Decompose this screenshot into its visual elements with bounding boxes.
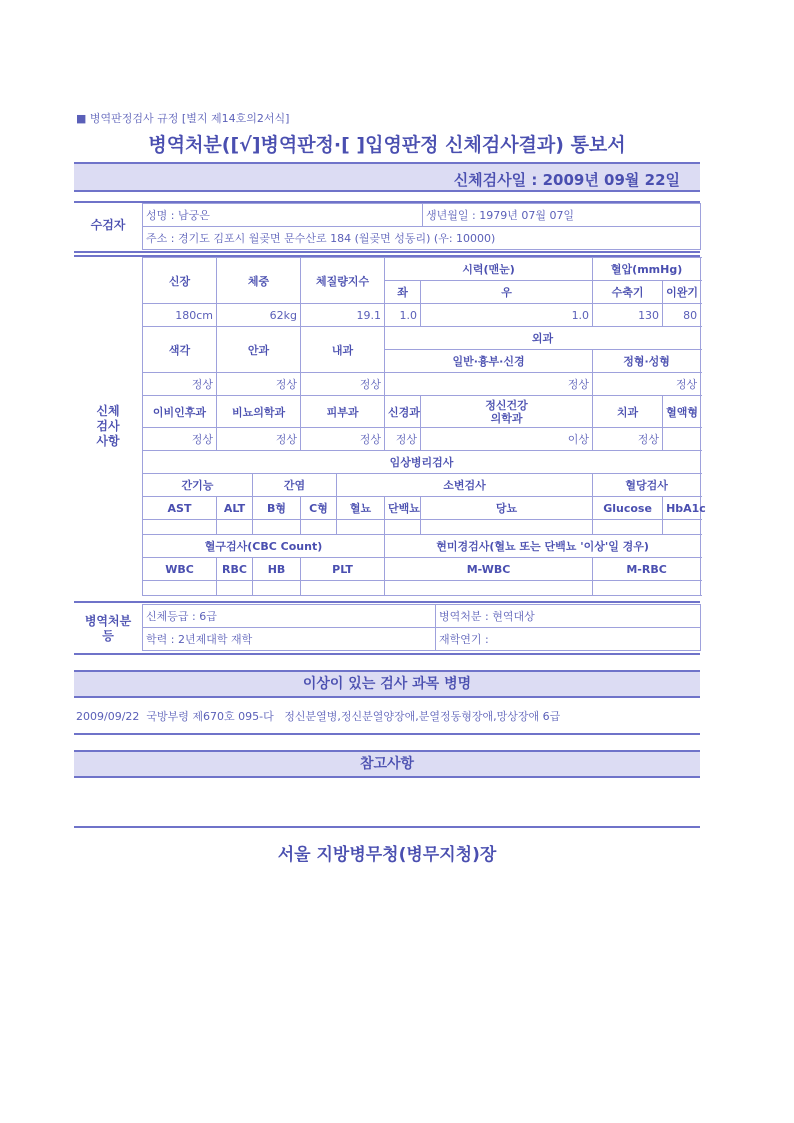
physical-table (142, 257, 706, 596)
regulation-line (76, 110, 289, 126)
dental-header: 치과 (593, 396, 663, 428)
liver-function-header: 간기능 (143, 474, 253, 497)
disposition-label: 병역처분 등 (84, 614, 132, 643)
glycosuria-header: 당뇨 (421, 497, 593, 520)
urology-header: 비뇨의학과 (217, 396, 301, 428)
glucose-value (593, 520, 663, 535)
abnormal-title: 이상이 있는 검사 과목 병명 (302, 676, 472, 692)
vision-left-value: 1.0 (385, 304, 421, 327)
hepatitis-header: 간염 (253, 474, 337, 497)
ent-value: 정상 (143, 428, 217, 451)
vision-right-header: 우 (421, 281, 593, 304)
examinee-bottom-rule (74, 251, 700, 253)
disposition-top-rule (74, 601, 700, 603)
m-wbc-header: M-WBC (385, 558, 593, 581)
disposition-table (142, 604, 701, 651)
abnormal-entry: 2009/09/22 국방부령 제670호 095-다 정신분열병,정신분열양장애,분열정동형장애,망상장애 6급 (76, 710, 561, 723)
wbc-header: WBC (143, 558, 217, 581)
urology-value: 정상 (217, 428, 301, 451)
bp-diastolic-value: 80 (663, 304, 701, 327)
exam-date-band (74, 162, 700, 192)
proteinuria-value (385, 520, 421, 535)
hepatitis-b-value (253, 520, 301, 535)
color-vision-header: 색각 (143, 327, 217, 373)
hb-header: HB (253, 558, 301, 581)
dermatology-value: 정상 (301, 428, 385, 451)
bp-diastolic-header: 이완기 (663, 281, 701, 304)
general-surgery-value: 정상 (385, 373, 593, 396)
hematuria-header: 혈뇨 (337, 497, 385, 520)
alt-header: ALT (217, 497, 253, 520)
regulation-text: 병역판정검사 규정 [별지 제14호의2서식] (89, 112, 290, 125)
general-surgery-header: 일반·흉부·신경 (385, 350, 593, 373)
abnormal-bottom-rule (74, 733, 700, 735)
ortho-header: 정형·성형 (593, 350, 701, 373)
glucose-test-header: 혈당검사 (593, 474, 701, 497)
examinee-name: 성명 : 남궁은 (143, 204, 423, 227)
clinical-header: 임상병리검사 (143, 451, 701, 474)
urine-test-header: 소변검사 (337, 474, 593, 497)
bp-systolic-value: 130 (593, 304, 663, 327)
rbc-value (217, 581, 253, 596)
examinee-table (142, 203, 701, 250)
proteinuria-header: 단백뇨 (385, 497, 421, 520)
height-value: 180cm (143, 304, 217, 327)
color-vision-value: 정상 (143, 373, 217, 396)
blood-type-value (663, 428, 701, 451)
surgery-header: 외과 (385, 327, 701, 350)
m-rbc-header: M-RBC (593, 558, 701, 581)
cbc-header: 혈구검사(CBC Count) (143, 535, 385, 558)
hepatitis-c-value (301, 520, 337, 535)
dermatology-header: 피부과 (301, 396, 385, 428)
internal-value: 정상 (301, 373, 385, 396)
hba1c-header: HbA1c (663, 497, 701, 520)
physical-label: 신체 검사 사항 (96, 404, 120, 448)
plt-header: PLT (301, 558, 385, 581)
plt-value (301, 581, 385, 596)
notes-bottom-rule (74, 826, 700, 828)
vision-right-value: 1.0 (421, 304, 593, 327)
weight-value: 62kg (217, 304, 301, 327)
bmi-value: 19.1 (301, 304, 385, 327)
notes-band (74, 750, 700, 778)
ent-header: 이비인후과 (143, 396, 217, 428)
ast-header: AST (143, 497, 217, 520)
ast-value (143, 520, 217, 535)
psychiatry-value: 이상 (421, 428, 593, 451)
education: 학력 : 2년제대학 재학 (143, 628, 436, 651)
blood-type-header: 혈액형 (663, 396, 701, 428)
issuer: 서울 지방병무청(병무지청)장 (277, 845, 497, 865)
internal-header: 내과 (301, 327, 385, 373)
hba1c-value (663, 520, 701, 535)
m-rbc-value (593, 581, 701, 596)
vision-left-header: 좌 (385, 281, 421, 304)
vision-header: 시력(맨눈) (385, 258, 593, 281)
weight-header: 체중 (217, 258, 301, 304)
bullet-icon: ■ (76, 112, 87, 125)
abnormal-band (74, 670, 700, 698)
glycosuria-value (421, 520, 593, 535)
neurology-header: 신경과 (385, 396, 421, 428)
eye-header: 안과 (217, 327, 301, 373)
alt-value (217, 520, 253, 535)
examinee-address: 주소 : 경기도 김포시 월곶면 문수산로 184 (월곶면 성동리) (우: 10000) (143, 227, 701, 250)
examinee-label: 수검자 (90, 218, 126, 232)
ortho-value: 정상 (593, 373, 701, 396)
school-deferral: 재학연기 : (436, 628, 701, 651)
exam-date: 신체검사일 : 2009년 09월 22일 (453, 171, 680, 189)
body-grade: 신체등급 : 6급 (143, 605, 436, 628)
rbc-header: RBC (217, 558, 253, 581)
neurology-value: 정상 (385, 428, 421, 451)
document-title: 병역처분([√]병역판정·[ ]입영판정 신체검사결과) 통보서 (148, 134, 626, 156)
m-wbc-value (385, 581, 593, 596)
disposition-bottom-rule (74, 653, 700, 655)
hepatitis-c-header: C형 (301, 497, 337, 520)
examinee-birth: 생년월일 : 1979년 07월 07일 (423, 204, 701, 227)
wbc-value (143, 581, 217, 596)
microscopy-header: 현미경검사(혈뇨 또는 단백뇨 '이상'일 경우) (385, 535, 701, 558)
hematuria-value (337, 520, 385, 535)
hb-value (253, 581, 301, 596)
bp-header: 혈압(mmHg) (593, 258, 701, 281)
bmi-header: 체질량지수 (301, 258, 385, 304)
hepatitis-b-header: B형 (253, 497, 301, 520)
bp-systolic-header: 수축기 (593, 281, 663, 304)
eye-value: 정상 (217, 373, 301, 396)
dental-value: 정상 (593, 428, 663, 451)
notes-title: 참고사항 (359, 756, 415, 772)
psychiatry-header: 정신건강 의학과 (421, 396, 593, 428)
glucose-header: Glucose (593, 497, 663, 520)
height-header: 신장 (143, 258, 217, 304)
military-decision: 병역처분 : 현역대상 (436, 605, 701, 628)
